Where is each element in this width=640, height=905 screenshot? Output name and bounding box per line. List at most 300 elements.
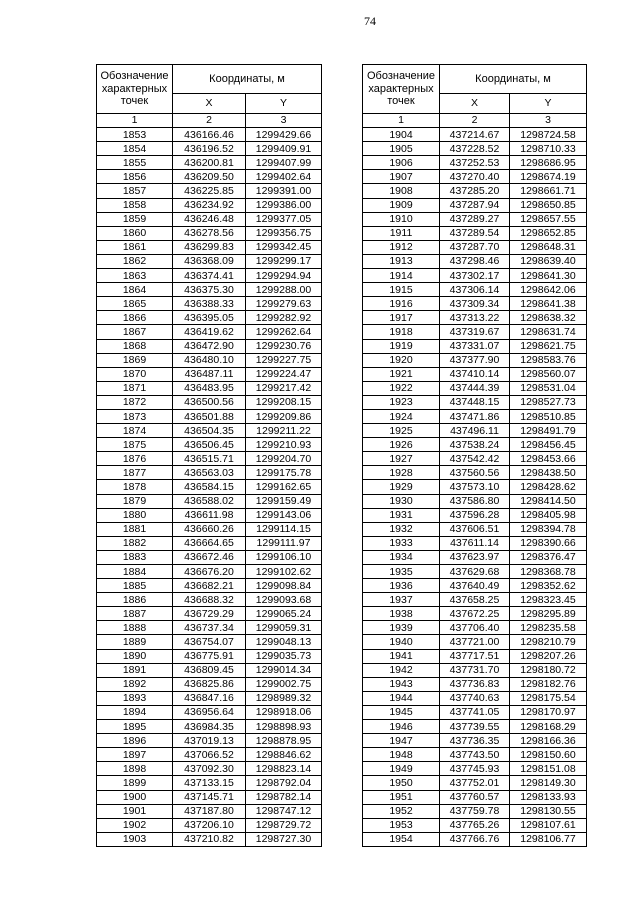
table-row — [363, 170, 587, 184]
table-row — [97, 381, 322, 395]
x-coordinate-cell: 436688.32 — [173, 593, 246, 607]
y-coordinate-cell: 1299288.00 — [246, 283, 322, 297]
y-coordinate-cell: 1299217.42 — [246, 381, 322, 395]
y-coordinate-cell: 1298560.07 — [510, 367, 587, 381]
table-row — [97, 409, 322, 423]
y-coordinate-cell: 1299409.91 — [246, 142, 322, 156]
point-id-cell: 1854 — [97, 142, 173, 156]
point-id-cell: 1894 — [97, 705, 173, 719]
table-row — [363, 677, 587, 691]
y-coordinate-cell: 1298686.95 — [510, 156, 587, 170]
x-coordinate-cell: 437306.14 — [440, 283, 510, 297]
point-id-cell: 1948 — [363, 748, 440, 762]
x-coordinate-cell: 437410.14 — [440, 367, 510, 381]
point-id-cell: 1919 — [363, 339, 440, 353]
point-id-cell: 1853 — [97, 128, 173, 142]
point-id-cell: 1874 — [97, 424, 173, 438]
x-coordinate-cell: 437560.56 — [440, 466, 510, 480]
x-coordinate-cell: 436472.90 — [173, 339, 246, 353]
x-coordinate-cell: 437448.15 — [440, 395, 510, 409]
point-id-cell: 1927 — [363, 452, 440, 466]
point-id-cell: 1899 — [97, 776, 173, 790]
table-row — [97, 748, 322, 762]
y-coordinate-cell: 1298456.45 — [510, 438, 587, 452]
y-coordinate-cell: 1298390.66 — [510, 536, 587, 550]
point-id-cell: 1890 — [97, 649, 173, 663]
point-id-cell: 1940 — [363, 635, 440, 649]
point-id-cell: 1930 — [363, 494, 440, 508]
point-id-cell: 1916 — [363, 297, 440, 311]
y-coordinate-cell: 1298133.93 — [510, 790, 587, 804]
x-coordinate-cell: 437270.40 — [440, 170, 510, 184]
y-coordinate-cell: 1299211.22 — [246, 424, 322, 438]
y-coordinate-cell: 1298527.73 — [510, 395, 587, 409]
table-row — [97, 663, 322, 677]
x-coordinate-cell: 436506.45 — [173, 438, 246, 452]
y-coordinate-cell: 1298182.76 — [510, 677, 587, 691]
table-row — [363, 212, 587, 226]
table-row — [97, 367, 322, 381]
header-y: Y — [246, 94, 322, 114]
table-row — [363, 804, 587, 818]
y-coordinate-cell: 1299159.49 — [246, 494, 322, 508]
y-coordinate-cell: 1298583.76 — [510, 353, 587, 367]
table-row — [363, 381, 587, 395]
y-coordinate-cell: 1298151.08 — [510, 762, 587, 776]
point-id-cell: 1953 — [363, 818, 440, 832]
y-coordinate-cell: 1298106.77 — [510, 832, 587, 846]
header-col-3: 3 — [246, 114, 322, 128]
table-row — [97, 226, 322, 240]
x-coordinate-cell: 437765.26 — [440, 818, 510, 832]
header-designation: Обозначение характерных точек — [363, 65, 440, 114]
x-coordinate-cell: 436809.45 — [173, 663, 246, 677]
x-coordinate-cell: 437092.30 — [173, 762, 246, 776]
x-coordinate-cell: 437496.11 — [440, 424, 510, 438]
x-coordinate-cell: 437743.50 — [440, 748, 510, 762]
table-row — [97, 818, 322, 832]
point-id-cell: 1856 — [97, 170, 173, 184]
y-coordinate-cell: 1298631.74 — [510, 325, 587, 339]
point-id-cell: 1925 — [363, 424, 440, 438]
table-row — [363, 508, 587, 522]
x-coordinate-cell: 436299.83 — [173, 240, 246, 254]
x-coordinate-cell: 437542.42 — [440, 452, 510, 466]
point-id-cell: 1951 — [363, 790, 440, 804]
point-id-cell: 1861 — [97, 240, 173, 254]
table-row — [97, 776, 322, 790]
point-id-cell: 1911 — [363, 226, 440, 240]
x-coordinate-cell: 436500.56 — [173, 395, 246, 409]
table-row — [97, 649, 322, 663]
x-coordinate-cell: 437331.07 — [440, 339, 510, 353]
table-row — [97, 466, 322, 480]
header-col-1: 1 — [363, 114, 440, 128]
table-row — [97, 170, 322, 184]
table-body-left — [97, 128, 322, 847]
y-coordinate-cell: 1298674.19 — [510, 170, 587, 184]
x-coordinate-cell: 437611.14 — [440, 536, 510, 550]
y-coordinate-cell: 1299227.75 — [246, 353, 322, 367]
table-row — [97, 593, 322, 607]
table-row — [97, 536, 322, 550]
header-coordinates: Координаты, м — [440, 65, 587, 94]
x-coordinate-cell: 436480.10 — [173, 353, 246, 367]
y-coordinate-cell: 1298368.78 — [510, 565, 587, 579]
x-coordinate-cell: 436419.62 — [173, 325, 246, 339]
y-coordinate-cell: 1299143.06 — [246, 508, 322, 522]
table-row — [363, 579, 587, 593]
x-coordinate-cell: 437319.67 — [440, 325, 510, 339]
point-id-cell: 1941 — [363, 649, 440, 663]
x-coordinate-cell: 436374.41 — [173, 269, 246, 283]
y-coordinate-cell: 1298846.62 — [246, 748, 322, 762]
header-col-2: 2 — [440, 114, 510, 128]
x-coordinate-cell: 437252.53 — [440, 156, 510, 170]
y-coordinate-cell: 1298428.62 — [510, 480, 587, 494]
point-id-cell: 1900 — [97, 790, 173, 804]
x-coordinate-cell: 437740.63 — [440, 691, 510, 705]
x-coordinate-cell: 437717.51 — [440, 649, 510, 663]
point-id-cell: 1932 — [363, 522, 440, 536]
y-coordinate-cell: 1298414.50 — [510, 494, 587, 508]
y-coordinate-cell: 1298376.47 — [510, 550, 587, 564]
table-row — [363, 748, 587, 762]
y-coordinate-cell: 1298531.04 — [510, 381, 587, 395]
table-row — [97, 832, 322, 846]
y-coordinate-cell: 1298180.72 — [510, 663, 587, 677]
point-id-cell: 1863 — [97, 269, 173, 283]
table-row — [97, 494, 322, 508]
point-id-cell: 1868 — [97, 339, 173, 353]
point-id-cell: 1886 — [97, 593, 173, 607]
x-coordinate-cell: 436672.46 — [173, 550, 246, 564]
x-coordinate-cell: 437706.40 — [440, 621, 510, 635]
table-row — [97, 156, 322, 170]
y-coordinate-cell: 1298438.50 — [510, 466, 587, 480]
x-coordinate-cell: 437206.10 — [173, 818, 246, 832]
table-row — [363, 607, 587, 621]
x-coordinate-cell: 437309.34 — [440, 297, 510, 311]
table-row — [363, 734, 587, 748]
point-id-cell: 1891 — [97, 663, 173, 677]
table-row — [97, 635, 322, 649]
table-row — [363, 550, 587, 564]
y-coordinate-cell: 1299386.00 — [246, 198, 322, 212]
point-id-cell: 1937 — [363, 593, 440, 607]
point-id-cell: 1882 — [97, 536, 173, 550]
y-coordinate-cell: 1299208.15 — [246, 395, 322, 409]
point-id-cell: 1867 — [97, 325, 173, 339]
point-id-cell: 1897 — [97, 748, 173, 762]
x-coordinate-cell: 437471.86 — [440, 409, 510, 423]
x-coordinate-cell: 437736.83 — [440, 677, 510, 691]
header-y: Y — [510, 94, 587, 114]
y-coordinate-cell: 1299014.34 — [246, 663, 322, 677]
y-coordinate-cell: 1298878.95 — [246, 734, 322, 748]
table-row — [97, 550, 322, 564]
y-coordinate-cell: 1298235.58 — [510, 621, 587, 635]
coordinates-table-left — [96, 64, 322, 847]
point-id-cell: 1913 — [363, 254, 440, 268]
x-coordinate-cell: 436225.85 — [173, 184, 246, 198]
y-coordinate-cell: 1299391.00 — [246, 184, 322, 198]
table-row — [363, 565, 587, 579]
point-id-cell: 1920 — [363, 353, 440, 367]
header-col-2: 2 — [173, 114, 246, 128]
x-coordinate-cell: 437766.76 — [440, 832, 510, 846]
y-coordinate-cell: 1298639.40 — [510, 254, 587, 268]
point-id-cell: 1889 — [97, 635, 173, 649]
point-id-cell: 1864 — [97, 283, 173, 297]
table-row — [97, 283, 322, 297]
table-row — [97, 734, 322, 748]
x-coordinate-cell: 436375.30 — [173, 283, 246, 297]
y-coordinate-cell: 1298168.29 — [510, 720, 587, 734]
table-row — [363, 663, 587, 677]
point-id-cell: 1877 — [97, 466, 173, 480]
table-row — [97, 762, 322, 776]
point-id-cell: 1857 — [97, 184, 173, 198]
x-coordinate-cell: 436676.20 — [173, 565, 246, 579]
point-id-cell: 1921 — [363, 367, 440, 381]
table-row — [363, 254, 587, 268]
table-row — [97, 128, 322, 142]
table-row — [97, 198, 322, 212]
x-coordinate-cell: 436729.29 — [173, 607, 246, 621]
y-coordinate-cell: 1298453.66 — [510, 452, 587, 466]
x-coordinate-cell: 437444.39 — [440, 381, 510, 395]
table-row — [363, 367, 587, 381]
point-id-cell: 1947 — [363, 734, 440, 748]
x-coordinate-cell: 437573.10 — [440, 480, 510, 494]
table-row — [363, 536, 587, 550]
point-id-cell: 1896 — [97, 734, 173, 748]
y-coordinate-cell: 1299059.31 — [246, 621, 322, 635]
table-row — [97, 325, 322, 339]
y-coordinate-cell: 1299204.70 — [246, 452, 322, 466]
y-coordinate-cell: 1298642.06 — [510, 283, 587, 297]
x-coordinate-cell: 437285.20 — [440, 184, 510, 198]
point-id-cell: 1865 — [97, 297, 173, 311]
table-row — [363, 494, 587, 508]
table-row — [363, 832, 587, 846]
y-coordinate-cell: 1298648.31 — [510, 240, 587, 254]
x-coordinate-cell: 436166.46 — [173, 128, 246, 142]
table-row — [363, 353, 587, 367]
point-id-cell: 1858 — [97, 198, 173, 212]
table-row — [97, 804, 322, 818]
y-coordinate-cell: 1299106.10 — [246, 550, 322, 564]
y-coordinate-cell: 1299356.75 — [246, 226, 322, 240]
y-coordinate-cell: 1299282.92 — [246, 311, 322, 325]
x-coordinate-cell: 437741.05 — [440, 705, 510, 719]
x-coordinate-cell: 437721.00 — [440, 635, 510, 649]
table-row — [363, 184, 587, 198]
y-coordinate-cell: 1298747.12 — [246, 804, 322, 818]
x-coordinate-cell: 436395.05 — [173, 311, 246, 325]
x-coordinate-cell: 436847.16 — [173, 691, 246, 705]
table-row — [97, 269, 322, 283]
table-row — [363, 776, 587, 790]
y-coordinate-cell: 1299114.15 — [246, 522, 322, 536]
y-coordinate-cell: 1298710.33 — [510, 142, 587, 156]
point-id-cell: 1906 — [363, 156, 440, 170]
table-row — [363, 790, 587, 804]
y-coordinate-cell: 1298918.06 — [246, 705, 322, 719]
point-id-cell: 1887 — [97, 607, 173, 621]
y-coordinate-cell: 1298405.98 — [510, 508, 587, 522]
table-row — [97, 212, 322, 226]
y-coordinate-cell: 1298641.30 — [510, 269, 587, 283]
x-coordinate-cell: 436209.50 — [173, 170, 246, 184]
point-id-cell: 1946 — [363, 720, 440, 734]
x-coordinate-cell: 436584.15 — [173, 480, 246, 494]
x-coordinate-cell: 437133.15 — [173, 776, 246, 790]
y-coordinate-cell: 1298130.55 — [510, 804, 587, 818]
y-coordinate-cell: 1298175.54 — [510, 691, 587, 705]
table-row — [97, 395, 322, 409]
x-coordinate-cell: 436196.52 — [173, 142, 246, 156]
x-coordinate-cell: 437289.54 — [440, 226, 510, 240]
x-coordinate-cell: 437596.28 — [440, 508, 510, 522]
y-coordinate-cell: 1298657.55 — [510, 212, 587, 226]
table-row — [363, 621, 587, 635]
x-coordinate-cell: 437298.46 — [440, 254, 510, 268]
y-coordinate-cell: 1299279.63 — [246, 297, 322, 311]
header-x: X — [440, 94, 510, 114]
point-id-cell: 1936 — [363, 579, 440, 593]
page-number: 74 — [364, 14, 376, 28]
y-coordinate-cell: 1298210.79 — [510, 635, 587, 649]
point-id-cell: 1879 — [97, 494, 173, 508]
x-coordinate-cell: 437586.80 — [440, 494, 510, 508]
x-coordinate-cell: 437739.55 — [440, 720, 510, 734]
y-coordinate-cell: 1298729.72 — [246, 818, 322, 832]
x-coordinate-cell: 437187.80 — [173, 804, 246, 818]
x-coordinate-cell: 436483.95 — [173, 381, 246, 395]
table-row — [97, 522, 322, 536]
x-coordinate-cell: 437623.97 — [440, 550, 510, 564]
x-coordinate-cell: 436611.98 — [173, 508, 246, 522]
x-coordinate-cell: 436956.64 — [173, 705, 246, 719]
table-row — [363, 269, 587, 283]
point-id-cell: 1902 — [97, 818, 173, 832]
x-coordinate-cell: 436515.71 — [173, 452, 246, 466]
point-id-cell: 1917 — [363, 311, 440, 325]
table-row — [97, 607, 322, 621]
x-coordinate-cell: 437210.82 — [173, 832, 246, 846]
table-row — [363, 226, 587, 240]
y-coordinate-cell: 1298107.61 — [510, 818, 587, 832]
table-row — [363, 325, 587, 339]
y-coordinate-cell: 1298638.32 — [510, 311, 587, 325]
table-row — [363, 198, 587, 212]
point-id-cell: 1945 — [363, 705, 440, 719]
header-coordinates: Координаты, м — [173, 65, 322, 94]
table-row — [363, 452, 587, 466]
table-row — [363, 818, 587, 832]
point-id-cell: 1934 — [363, 550, 440, 564]
y-coordinate-cell: 1298352.62 — [510, 579, 587, 593]
x-coordinate-cell: 436984.35 — [173, 720, 246, 734]
x-coordinate-cell: 436664.65 — [173, 536, 246, 550]
point-id-cell: 1888 — [97, 621, 173, 635]
table-row — [97, 339, 322, 353]
point-id-cell: 1884 — [97, 565, 173, 579]
x-coordinate-cell: 437228.52 — [440, 142, 510, 156]
table-body-right — [363, 128, 587, 847]
header-designation: Обозначение характерных точек — [97, 65, 173, 114]
point-id-cell: 1943 — [363, 677, 440, 691]
table-row — [97, 480, 322, 494]
coordinates-table-right — [362, 64, 587, 847]
table-row — [97, 353, 322, 367]
point-id-cell: 1908 — [363, 184, 440, 198]
point-id-cell: 1866 — [97, 311, 173, 325]
point-id-cell: 1869 — [97, 353, 173, 367]
point-id-cell: 1926 — [363, 438, 440, 452]
table-row — [97, 705, 322, 719]
x-coordinate-cell: 436660.26 — [173, 522, 246, 536]
y-coordinate-cell: 1299209.86 — [246, 409, 322, 423]
x-coordinate-cell: 436200.81 — [173, 156, 246, 170]
point-id-cell: 1914 — [363, 269, 440, 283]
x-coordinate-cell: 437731.70 — [440, 663, 510, 677]
x-coordinate-cell: 436825.86 — [173, 677, 246, 691]
point-id-cell: 1939 — [363, 621, 440, 635]
y-coordinate-cell: 1298207.26 — [510, 649, 587, 663]
table-row — [363, 635, 587, 649]
table-row — [97, 621, 322, 635]
y-coordinate-cell: 1298782.14 — [246, 790, 322, 804]
table-row — [363, 480, 587, 494]
table-row — [97, 790, 322, 804]
point-id-cell: 1929 — [363, 480, 440, 494]
table-row — [363, 142, 587, 156]
table-row — [97, 677, 322, 691]
point-id-cell: 1933 — [363, 536, 440, 550]
y-coordinate-cell: 1299093.68 — [246, 593, 322, 607]
table-row — [363, 593, 587, 607]
point-id-cell: 1898 — [97, 762, 173, 776]
x-coordinate-cell: 436234.92 — [173, 198, 246, 212]
table-row — [363, 395, 587, 409]
point-id-cell: 1883 — [97, 550, 173, 564]
point-id-cell: 1876 — [97, 452, 173, 466]
y-coordinate-cell: 1299402.64 — [246, 170, 322, 184]
table-row — [363, 297, 587, 311]
point-id-cell: 1901 — [97, 804, 173, 818]
y-coordinate-cell: 1298323.45 — [510, 593, 587, 607]
x-coordinate-cell: 436563.03 — [173, 466, 246, 480]
point-id-cell: 1950 — [363, 776, 440, 790]
y-coordinate-cell: 1299342.45 — [246, 240, 322, 254]
table-row — [363, 240, 587, 254]
x-coordinate-cell: 436501.88 — [173, 409, 246, 423]
table-row — [97, 508, 322, 522]
x-coordinate-cell: 437214.67 — [440, 128, 510, 142]
point-id-cell: 1855 — [97, 156, 173, 170]
point-id-cell: 1859 — [97, 212, 173, 226]
table-row — [97, 565, 322, 579]
y-coordinate-cell: 1299065.24 — [246, 607, 322, 621]
y-coordinate-cell: 1298295.89 — [510, 607, 587, 621]
table-row — [97, 438, 322, 452]
y-coordinate-cell: 1299407.99 — [246, 156, 322, 170]
point-id-cell: 1893 — [97, 691, 173, 705]
table-row — [97, 579, 322, 593]
